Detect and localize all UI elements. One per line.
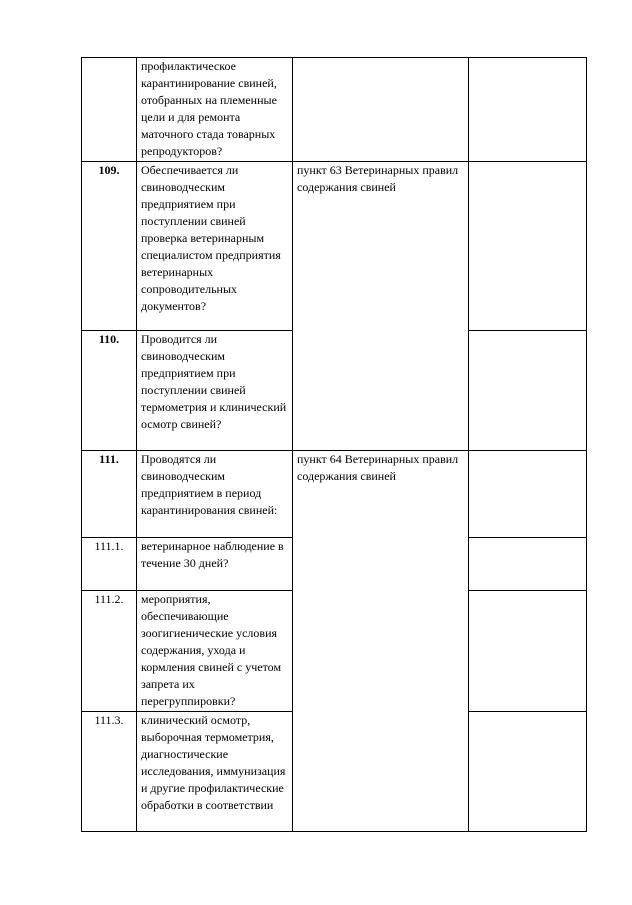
- question-text: Проводятся ли свиноводческим предприятием в период карантинирования свиней:: [141, 452, 278, 517]
- answer-cell: [469, 331, 587, 451]
- answer-cell: [469, 58, 587, 162]
- table-row: [82, 58, 587, 162]
- item-number: [82, 58, 137, 162]
- question-text: Проводится ли свиноводческим предприятием при поступлении свиней термометрия и клинический осмотр свиней?: [141, 332, 287, 431]
- answer-cell: [469, 712, 587, 832]
- question-text: клинический осмотр, выборочная термометрия, диагностические исследования, иммунизация и другие профилактические обработки в соответствии: [141, 713, 286, 812]
- question-cell: [137, 451, 293, 538]
- item-number: 111.: [82, 451, 137, 538]
- reference-cell: [293, 162, 469, 451]
- answer-cell: [469, 162, 587, 331]
- checklist-table: [81, 57, 587, 832]
- item-number: 111.1.: [82, 538, 137, 591]
- item-number: 111.3.: [82, 712, 137, 832]
- question-text: мероприятия, обеспечивающие зоогигиенические условия содержания, ухода и кормления свиней с учетом запрета их перегруппировки?: [141, 592, 282, 708]
- question-cell: [137, 712, 293, 832]
- question-text: ветеринарное наблюдение в течение 30 дней?: [141, 539, 284, 570]
- question-cell: [137, 58, 293, 162]
- answer-cell: [469, 451, 587, 538]
- item-number: 110.: [82, 331, 137, 451]
- reference-text: пункт 63 Ветеринарных правил содержания свиней: [297, 163, 459, 194]
- answer-cell: [469, 591, 587, 712]
- table-row: [82, 451, 587, 538]
- question-cell: [137, 331, 293, 451]
- table-row: [82, 162, 587, 331]
- reference-cell: [293, 58, 469, 162]
- item-number: 111.2.: [82, 591, 137, 712]
- question-cell: [137, 591, 293, 712]
- reference-cell: [293, 451, 469, 832]
- question-cell: [137, 538, 293, 591]
- question-text: профилактическое карантинирование свиней, отобранных на племенные цели и для ремонта маточного стада товарных репродукторов?: [141, 59, 277, 158]
- question-text: Обеспечивается ли свиноводческим предприятием при поступлении свиней проверка ветеринарным специалистом предприятия ветеринарных сопроводительных документов?: [141, 163, 281, 313]
- answer-cell: [469, 538, 587, 591]
- item-number: 109.: [82, 162, 137, 331]
- reference-text: пункт 64 Ветеринарных правил содержания свиней: [297, 452, 459, 483]
- question-cell: [137, 162, 293, 331]
